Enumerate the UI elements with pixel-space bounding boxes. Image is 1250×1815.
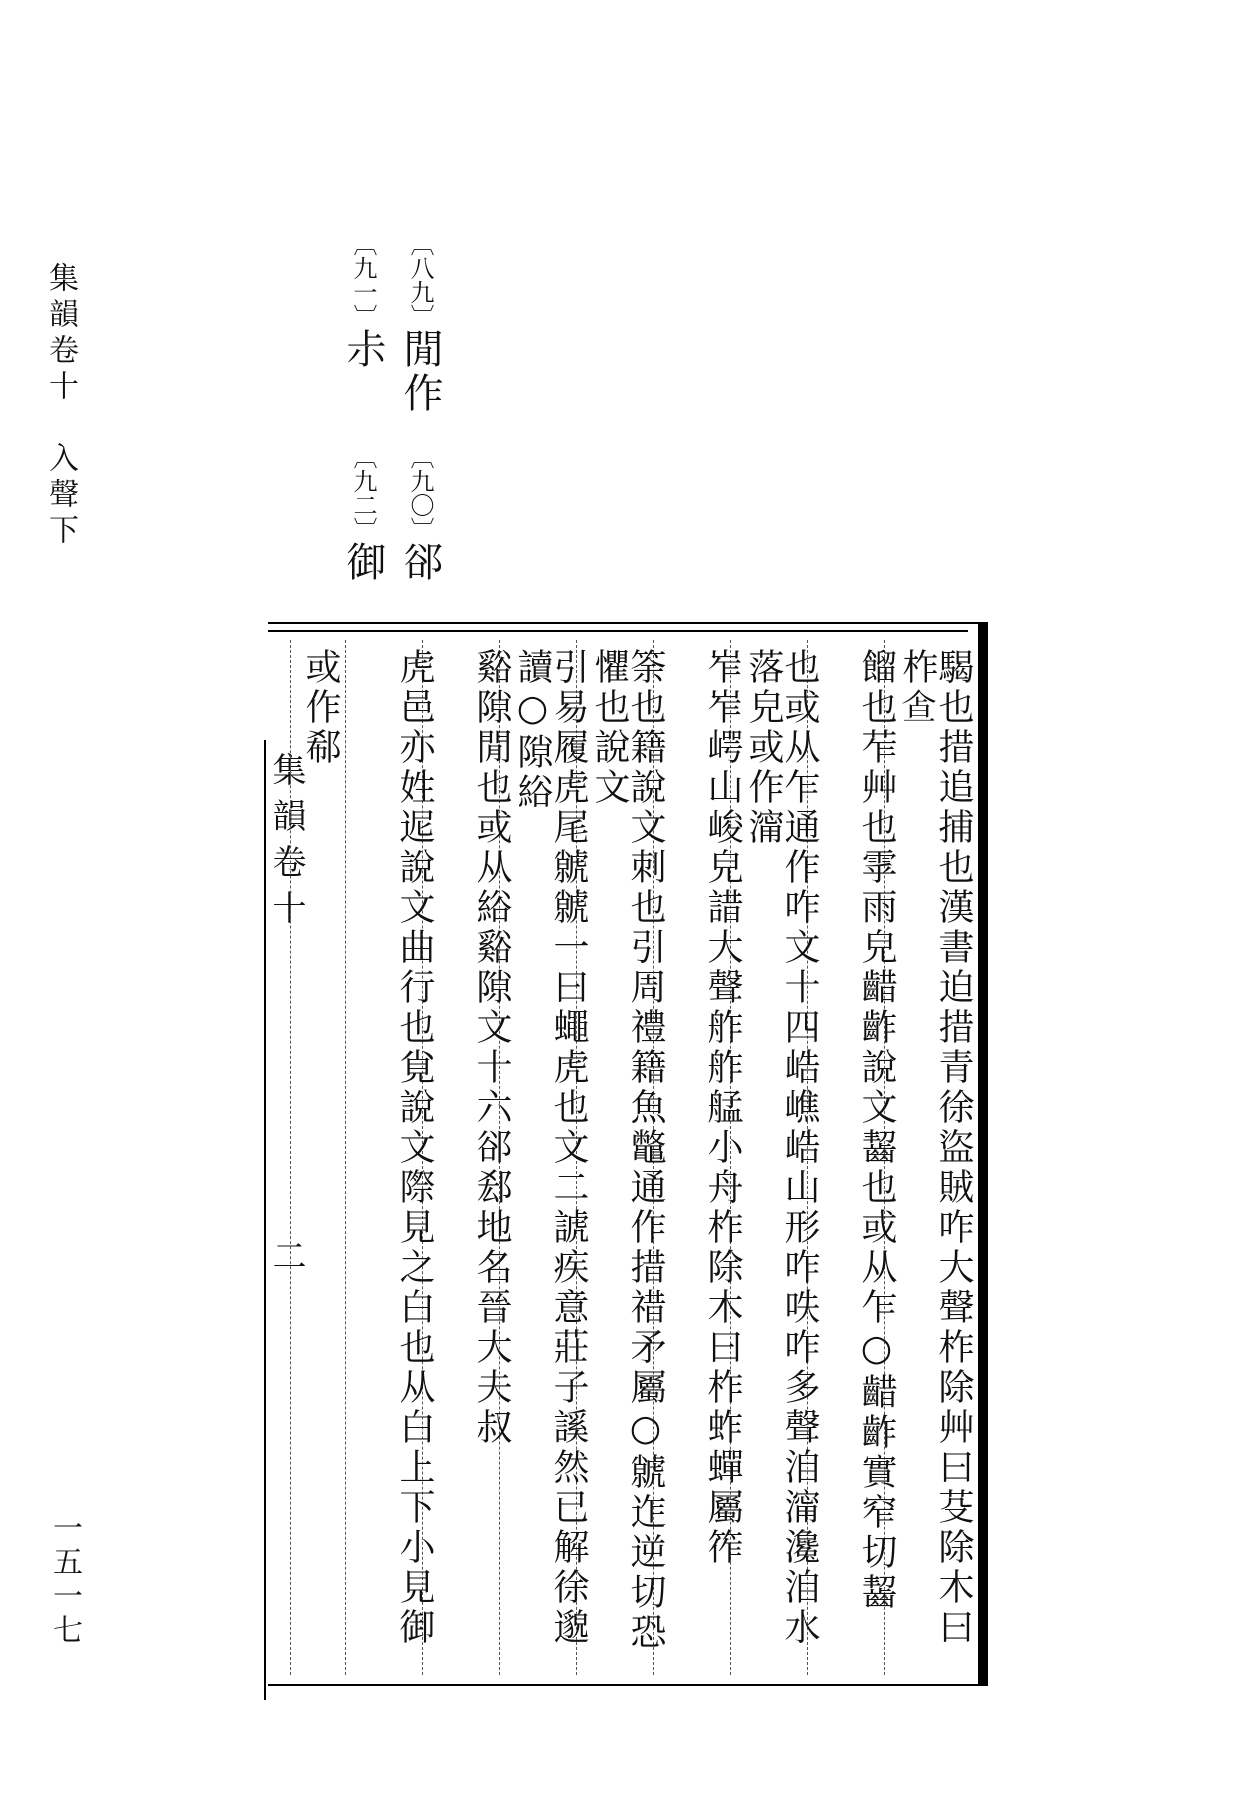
note-tag: 〔八九〕 [406, 232, 434, 328]
column-text: 或作郗 [300, 648, 341, 768]
frame-thick-rule [978, 622, 988, 1686]
collation-note [392, 232, 449, 416]
page-number: 一五一七 [47, 1512, 82, 1648]
collation-note [392, 445, 449, 585]
column-text: 騔也措追捕也漢書迫措青徐盜賊咋大聲柞除艸曰芟除木曰柞𩚃 [897, 648, 974, 1648]
column-text: 也或从乍通作咋文十四峼嶕峼山形咋呹咋多聲洎澝瀺洎水落皃或作澝 [743, 648, 820, 1648]
note-text: 尗 [340, 328, 386, 372]
column-text: 餾也苲艸也雽雨皃齰齚說文齧也或从乍○齰齚實窄切齧 [856, 648, 897, 1613]
note-tag: 〔九二〕 [349, 445, 377, 541]
text-column [290, 640, 346, 1675]
note-text: 閒作 [397, 328, 443, 416]
column-text: 谿隙閒也或从綌谿隙文十六郤郄地名晉大夫叔 [471, 648, 512, 1448]
text-column [345, 640, 440, 1675]
running-head: 集韻卷十 入聲下 [43, 262, 78, 550]
note-tag: 〔九〇〕 [406, 445, 434, 541]
fold-title: 集韻卷十 [266, 752, 306, 936]
column-text: 引易履虎尾虩虩一曰蠅虎也文二諕疾意莊子謑然已解徐邈讀○隙綌 [512, 648, 589, 1648]
note-text: 郤 [397, 541, 443, 585]
note-text: 御 [340, 541, 386, 585]
column-text: 虎邑亦姓迡說文曲行也覍說文際見之白也从白上下小見御 [394, 648, 435, 1648]
column-text: 筡也籍說文刺也引周禮籍魚鼈通作措䄍矛屬○虩迮逆切恐懼也說文 [589, 648, 666, 1653]
fold-leaf-number: 二 [266, 1238, 306, 1272]
note-tag: 〔九一〕 [349, 232, 377, 328]
column-text: 岝岝崿山峻皃諎大聲舴舴艋小舟柞除木曰柞蚱蟬屬筰 [702, 648, 743, 1568]
collation-note [335, 445, 392, 585]
collation-note [335, 232, 392, 372]
